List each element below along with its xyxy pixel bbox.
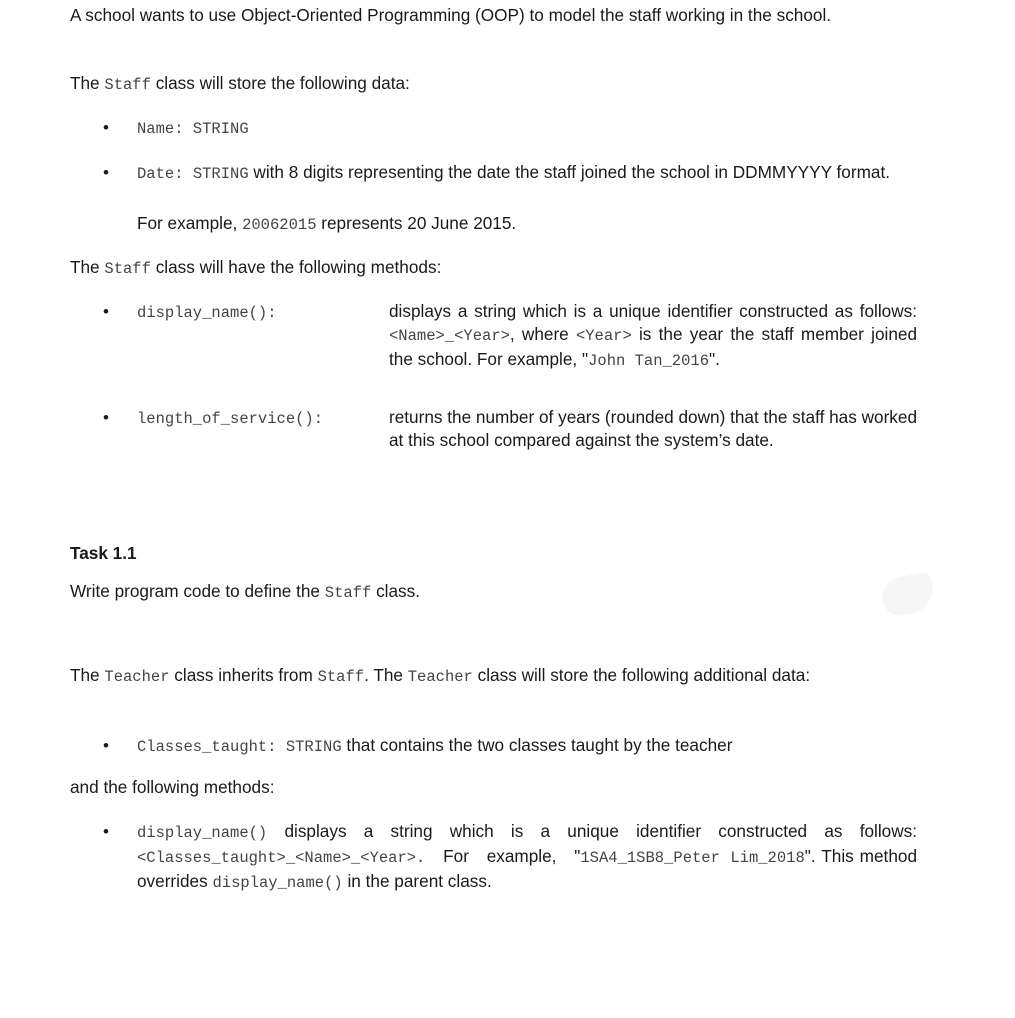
name-field-code: Name: STRING <box>137 120 249 138</box>
teacher-post: class will store the following additional data: <box>472 665 811 685</box>
quote-mark: ". <box>709 349 720 369</box>
date-field-label: Date: <box>137 165 184 183</box>
staff-data-intro <box>70 72 410 97</box>
teacher-method-desc-part: displays a string which is a unique identifier constructed as follows: <box>267 821 917 841</box>
staff-class-code: Staff <box>104 76 151 94</box>
teacher-display-name-code: display_name() <box>137 824 268 842</box>
bullet-icon: • <box>103 302 109 321</box>
date-field-item <box>137 161 917 186</box>
teacher-class-code: Teacher <box>407 668 473 686</box>
overridden-method-code: display_name() <box>212 874 343 892</box>
staff-data-pre: The <box>70 73 105 93</box>
display-name-desc-part: , where <box>509 324 576 344</box>
classes-taught-desc: that contains the two classes taught by the teacher <box>341 735 733 755</box>
date-example-post: represents 20 June 2015. <box>316 213 517 233</box>
classes-taught-type: STRING <box>276 738 342 756</box>
display-name-example-code: John Tan_2016 <box>588 352 710 370</box>
length-of-service-description <box>389 406 917 452</box>
task-post: class. <box>371 581 421 601</box>
bullet-icon: • <box>103 736 109 755</box>
date-field-desc: with 8 digits representing the date the staff joined the school in DDMMYYYY format. <box>248 162 891 182</box>
teacher-method-desc-part: ". This method overrides <box>137 846 918 891</box>
staff-methods-post: class will have the following methods: <box>150 257 442 277</box>
method-length-of-service <box>137 406 323 431</box>
classes-taught-code: Classes_taught: <box>137 738 277 756</box>
bullet-icon: • <box>103 118 109 137</box>
staff-class-code: Staff <box>104 260 151 278</box>
bullet-icon: • <box>103 163 109 182</box>
teacher-intro <box>70 664 918 689</box>
method-display-name <box>137 300 277 325</box>
teacher-format-code: <Classes_taught>_<Name>_<Year>. <box>137 849 426 867</box>
year-placeholder-code: <Year> <box>575 327 632 345</box>
teacher-method-desc-part: For example, <box>425 846 575 866</box>
display-name-desc-part: is the year the staff member joined the school. For example, <box>389 324 917 369</box>
bullet-icon: • <box>103 408 109 427</box>
task-heading <box>70 542 137 565</box>
date-example-pre: For example, <box>137 213 243 233</box>
scan-smudge <box>879 571 938 619</box>
display-name-method-code: display_name(): <box>137 304 277 322</box>
quote-mark: " <box>581 349 589 369</box>
bullet-icon: • <box>103 822 109 841</box>
task-instruction <box>70 580 420 605</box>
intro-text: A school wants to use Object-Oriented Programming (OOP) to model the staff working in the school. <box>70 5 832 25</box>
parent-class-code: Staff <box>317 668 365 686</box>
teacher-display-name-item <box>137 820 917 895</box>
date-field-type: STRING <box>183 165 249 183</box>
teacher-mid: . The <box>364 665 408 685</box>
teacher-pre: The <box>70 665 105 685</box>
length-of-service-desc: returns the number of years (rounded down) that the staff has worked at this school compared against the system’s date. <box>389 407 918 450</box>
teacher-class-code: Teacher <box>104 668 170 686</box>
staff-methods-intro <box>70 256 441 281</box>
staff-methods-pre: The <box>70 257 105 277</box>
staff-class-code: Staff <box>324 584 372 602</box>
teacher-example-code: 1SA4_1SB8_Peter Lim_2018 <box>580 849 805 867</box>
teacher-method-desc-part: in the parent class. <box>342 871 492 891</box>
teacher-methods-intro <box>70 776 274 799</box>
classes-taught-item <box>137 734 732 759</box>
staff-data-post: class will store the following data: <box>150 73 410 93</box>
name-field-item <box>137 116 249 141</box>
display-name-desc-part: displays a string which is a unique identifier constructed as follows: <box>389 301 917 321</box>
teacher-methods-intro-text: and the following methods: <box>70 777 275 797</box>
quote-mark: " <box>574 846 581 866</box>
task-pre: Write program code to define the <box>70 581 325 601</box>
task-heading-text: Task 1.1 <box>70 543 137 563</box>
length-of-service-method-code: length_of_service(): <box>137 410 324 428</box>
teacher-mid: class inherits from <box>169 665 318 685</box>
display-name-description <box>389 300 917 373</box>
date-example-code: 20062015 <box>242 216 317 234</box>
date-example <box>137 212 516 237</box>
display-name-format-code: <Name>_<Year> <box>389 327 510 345</box>
intro-paragraph <box>70 4 918 27</box>
